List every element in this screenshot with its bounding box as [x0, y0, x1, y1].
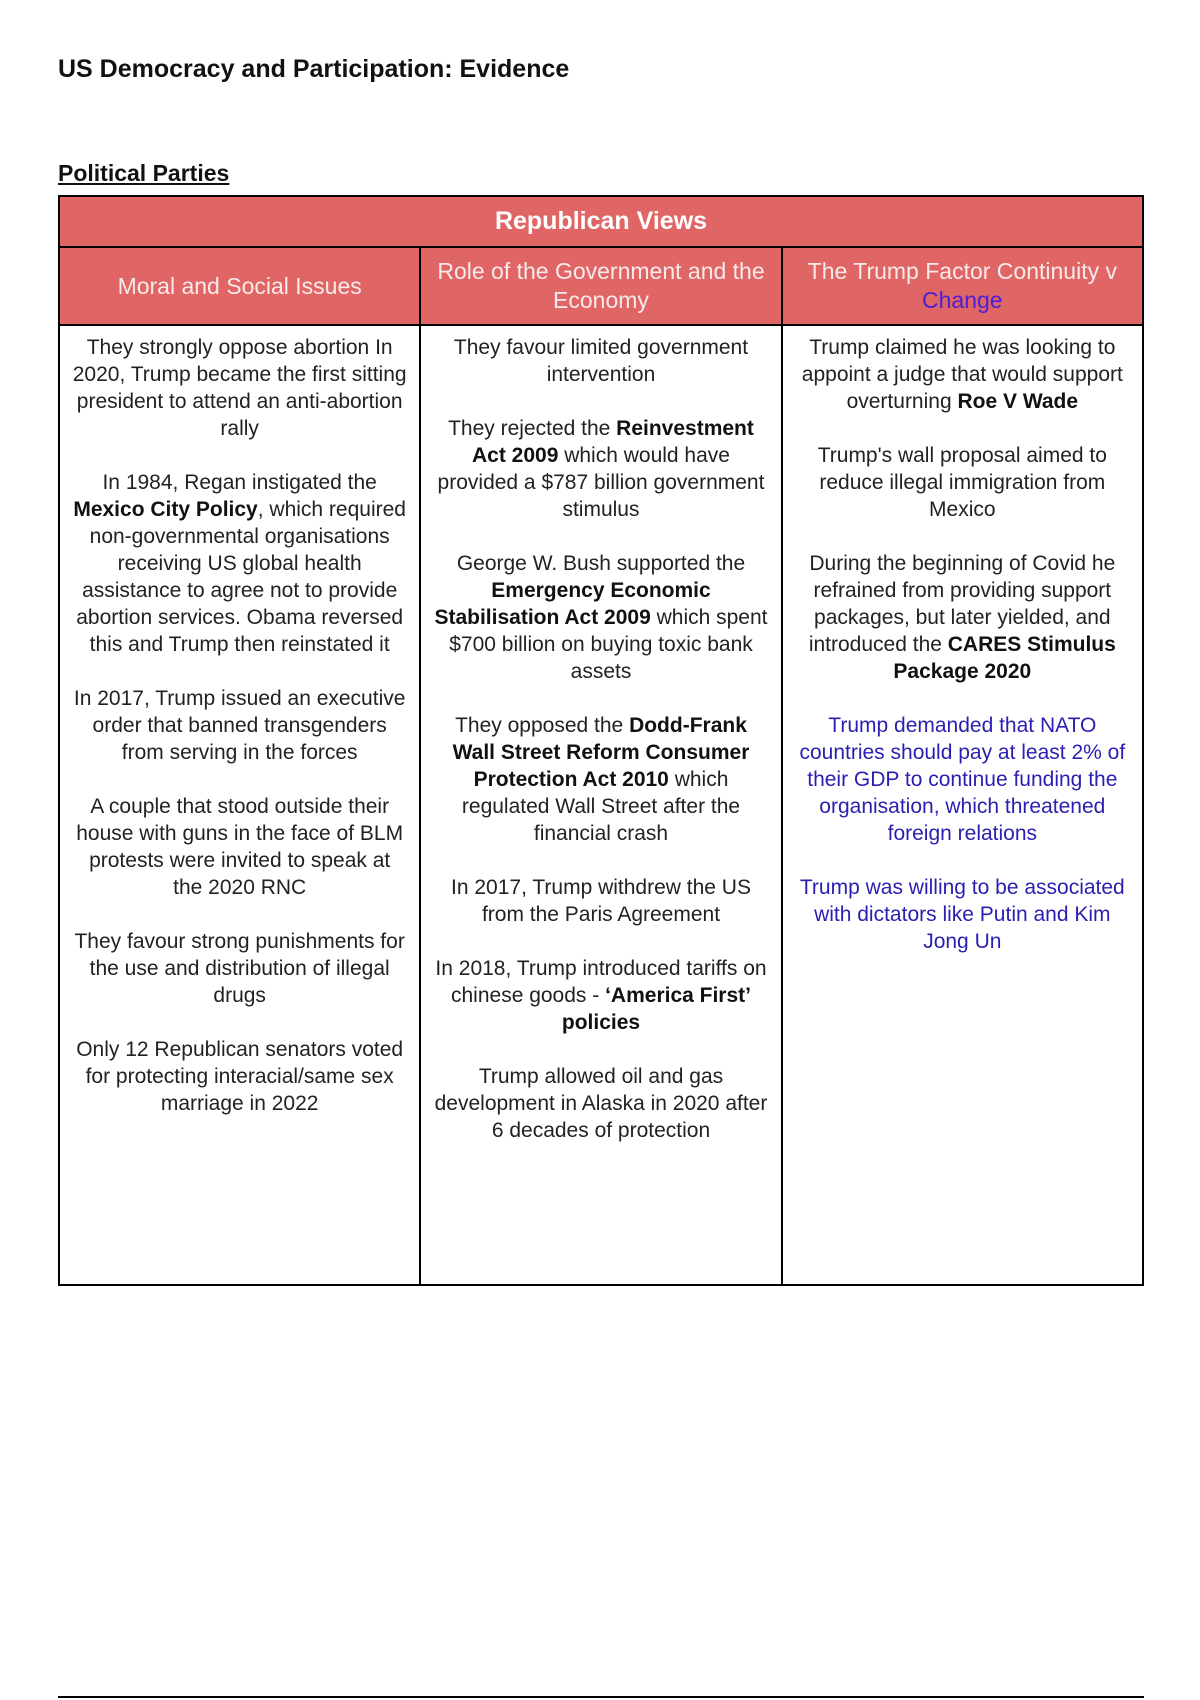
- moral-item: They favour strong punishments for the use and distribution of illegal drugs: [74, 930, 405, 1007]
- economy-item: George W. Bush supported the Emergency Economic Stabilisation Act 2009 which spent $700 billion on buying toxic bank assets: [434, 552, 768, 683]
- trump-item-change: Trump was willing to be associated with dictators like Putin and Kim Jong Un: [799, 876, 1125, 953]
- trump-item-change: Trump demanded that NATO countries should pay at least 2% of their GDP to continue funding the organisation, which threatened foreign relations: [799, 714, 1126, 845]
- header-trump-factor: [781, 248, 1142, 324]
- column-government-economy: [419, 326, 780, 1284]
- economy-item: Trump allowed oil and gas development in Alaska in 2020 after 6 decades of protection: [434, 1065, 768, 1142]
- economy-item: In 2017, Trump withdrew the US from the Paris Agreement: [451, 876, 751, 926]
- header-trump-accent: Change: [922, 287, 1003, 313]
- economy-item: They rejected the Reinvestment Act 2009 which would have provided a $787 billion government stimulus: [437, 417, 765, 521]
- section-heading: Political Parties: [58, 160, 230, 186]
- table-banner: Republican Views: [60, 197, 1142, 248]
- moral-item: They strongly oppose abortion In 2020, Trump became the first sitting president to attend an anti-abortion rally: [72, 336, 407, 440]
- column-moral-social: [60, 326, 419, 1284]
- economy-item: They favour limited government intervention: [453, 336, 749, 386]
- page-bottom-rule: [58, 1696, 1144, 1698]
- column-headers: [60, 248, 1142, 326]
- header-moral-social: Moral and Social Issues: [117, 272, 362, 299]
- moral-item: In 1984, Regan instigated the Mexico City Policy, which required non-governmental organisations receiving US global health assistance to agree not to provide abortion services. Obama reversed this and Trump then reinstated it: [73, 471, 406, 656]
- table-body: [60, 326, 1142, 1284]
- moral-item: In 2017, Trump issued an executive order that banned transgenders from serving in the forces: [73, 687, 406, 764]
- document-title: US Democracy and Participation: Evidence: [58, 55, 570, 83]
- header-government-economy: Role of the Government and the Economy: [419, 248, 780, 324]
- moral-item: Only 12 Republican senators voted for protecting interacial/same sex marriage in 2022: [76, 1038, 404, 1115]
- moral-item: A couple that stood outside their house with guns in the face of BLM protests were invited to speak at the 2020 RNC: [76, 795, 404, 899]
- economy-item: In 2018, Trump introduced tariffs on chinese goods - ‘America First’ policies: [435, 957, 767, 1034]
- trump-item: During the beginning of Covid he refrained from providing support packages, but later yielded, and introduced the CARES Stimulus Package 2020: [808, 552, 1116, 683]
- republican-views-table: [58, 195, 1144, 1286]
- trump-item: Trump claimed he was looking to appoint a judge that would support overturning Roe V Wade: [801, 336, 1123, 413]
- trump-item: Trump's wall proposal aimed to reduce illegal immigration from Mexico: [817, 444, 1107, 521]
- column-trump-factor: [781, 326, 1142, 1284]
- header-trump-main: The Trump Factor Continuity v: [807, 258, 1117, 284]
- economy-item: They opposed the Dodd-Frank Wall Street Reform Consumer Protection Act 2010 which regulated Wall Street after the financial crash: [452, 714, 750, 845]
